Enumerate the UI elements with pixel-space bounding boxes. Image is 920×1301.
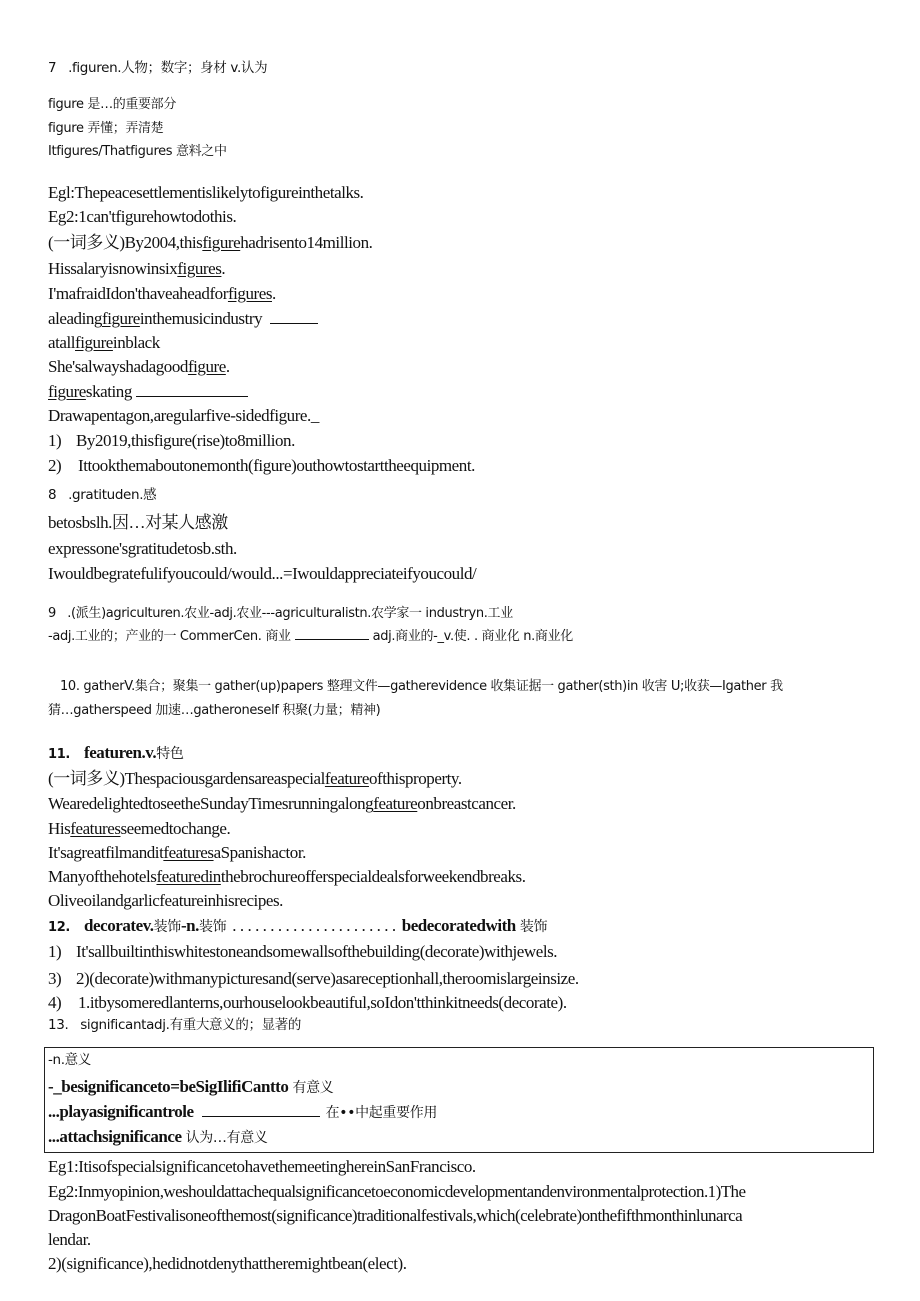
item11-sentence-4: It'sagreatfilmanditfeaturesaSpanishactor. — [48, 843, 306, 862]
item8-line-3: Iwouldbegratefulifyoucould/would...=Iwouldappreciateifyoucould/ — [48, 564, 477, 583]
item11-sentence-6: Oliveoilandgarlicfeatureinhisrecipes. — [48, 891, 283, 910]
item11-sentence-1: (一词多义)Thespaciousgardensareaspecialfeatureofthisproperty. — [48, 769, 462, 788]
item7-sentence-2: Hissalaryisnowinsixfigures. — [48, 259, 226, 278]
item10-line-1: 10. gatherV.集合；聚集一 gather(up)papers 整理文件—gatherevidence 收集证据一 gather(sth)in 收害 U;收获—Igather 我 — [60, 679, 783, 694]
item13-eg2: Eg2:Inmyopinion,weshouldattachequalsignificancetoeconomicdevelopmentandenvironmentalprotection.1)The — [48, 1182, 746, 1201]
item12-exercise-2: 3) 2)(decorate)withmanypicturesand(serve)asareceptionhall,theroomislargeinsize. — [48, 969, 579, 988]
item11-sentence-3: Hisfeaturesseemedtochange. — [48, 819, 231, 838]
item7-sentence-4: aleadingfigureinthemusicindustry — [48, 310, 318, 327]
answer-blank — [136, 395, 248, 397]
item7-phrase-2: figure 弄懂；弄清楚 — [48, 121, 164, 136]
item9-line-2: -adj.工业的；产业的一 CommerCen. 商业 adj.商业的-_v.使. . 商业化 n.商业化 — [48, 629, 573, 644]
item8-line-2: expressone'sgratitudetosb.sth. — [48, 539, 237, 558]
item9-line-1: 9 .(派生)agriculturen.农业-adj.农业---agriculturalistn.农学家一 industryn.工业 — [48, 606, 513, 621]
item7-sentence-7: figureskating — [48, 383, 248, 400]
item13-heading: 13. significantadj.有重大意义的；显著的 — [48, 1017, 302, 1033]
item13-eg4: lendar. — [48, 1230, 91, 1249]
item7-sentence-1: (一词多义)By2004,thisfigurehadrisento14million. — [48, 233, 373, 252]
item7-exercise-2: 2) Ittookthemaboutonemonth(figure)outhowtostarttheequipment. — [48, 456, 475, 475]
item7-heading: 7 .figuren.人物；数字；身材 v.认为 — [48, 60, 268, 76]
item13-eg5: 2)(significance),hedidnotdenythattheremightbean(elect). — [48, 1254, 407, 1273]
item11-sentence-5: Manyofthehotelsfeaturedinthebrochureofferspecialdealsforweekendbreaks. — [48, 867, 526, 886]
item11-sentence-2: WearedelightedtoseetheSundayTimesrunningalongfeatureonbreastcancer. — [48, 794, 516, 813]
item7-sentence-3: I'mafraidIdon'thaveaheadforfigures. — [48, 284, 276, 303]
item7-sentence-6: She'salwayshadagoodfigure. — [48, 357, 230, 376]
item7-phrase-1: figure 是…的重要部分 — [48, 97, 176, 112]
box-line-1: -n.意义 — [48, 1052, 91, 1068]
item10-line-2: 猜…gatherspeed 加速…gatheroneself 积聚(力量；精神) — [48, 703, 381, 718]
box-line-4: ...attachsignificance 认为…有意义 — [48, 1127, 268, 1146]
item13-eg3: DragonBoatFestivalisoneofthemost(significance)traditionalfestivals,which(celebrate)onthefifthmonthinlunarca — [48, 1206, 743, 1225]
item7-eg1: Egl:Thepeacesettlementislikelytofigureinthetalks. — [48, 183, 364, 202]
item7-phrase-3: Itfigures/Thatfigures 意料之中 — [48, 144, 227, 159]
item11-heading: 11. featuren.v.特色 — [48, 743, 184, 762]
item8-line-1: betosbslh.因…对某人感激 — [48, 513, 228, 532]
item12-exercise-3: 4) 1.itbysomeredlanterns,ourhouselookbeautiful,soIdon'tthinkitneeds(decorate). — [48, 993, 567, 1012]
item8-heading: 8 .gratituden.感 — [48, 487, 157, 503]
item7-sentence-5: atallfigureinblack — [48, 333, 160, 352]
box-line-3: ...playasignificantrole 在••中起重要作用 — [48, 1102, 438, 1121]
box-line-2: -_besignificanceto=beSigIlifiCantto 有意义 — [48, 1077, 334, 1096]
item7-eg2: Eg2:1can'tfigurehowtodothis. — [48, 207, 237, 226]
item7-exercise-1: 1) By2019,thisfigure(rise)to8million. — [48, 431, 295, 450]
item12-exercise-1: 1) It'sallbuiltinthiswhitestoneandsomewallsofthebuilding(decorate)withjewels. — [48, 942, 558, 961]
answer-blank — [295, 638, 369, 640]
item7-sentence-8: Drawapentagon,aregularfive-sidedfigure._ — [48, 406, 319, 425]
item12-heading: 12. decoratev.装饰-n.装饰 . . . . . . . . . . . . . . . . . . . . . . bedecoratedwith 装饰 — [48, 916, 548, 935]
item13-eg1: Eg1:ItisofspecialsignificancetohavethemeetinghereinSanFrancisco. — [48, 1157, 476, 1176]
answer-blank — [270, 322, 318, 324]
answer-blank — [202, 1115, 320, 1117]
